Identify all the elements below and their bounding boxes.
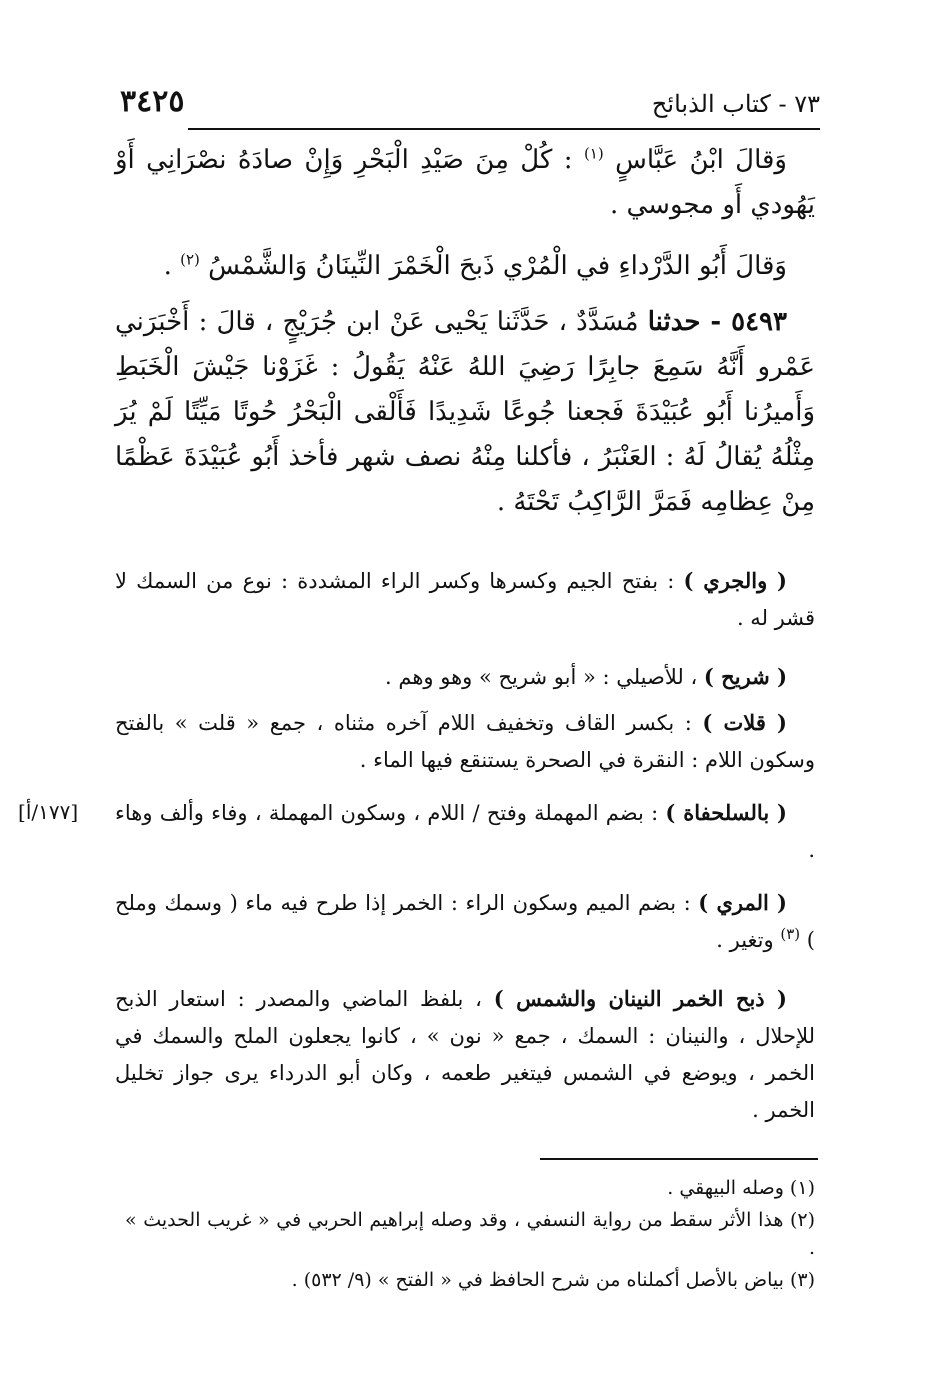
- footnote-1: (١) وصله البيهقي .: [667, 1177, 815, 1199]
- footnote-2: (٢) هذا الأثر سقط من رواية النسفي ، وقد وصله إبراهيم الحربي في « غريب الحديث » .: [125, 1209, 815, 1259]
- paragraph-ibn-abbas: [115, 138, 815, 228]
- note-qilat: [115, 704, 815, 779]
- note-dhabh: [115, 980, 815, 1129]
- note-term: ( المري ): [698, 890, 787, 915]
- note-term: ( قلات ): [702, 710, 787, 735]
- note-aljari: [115, 562, 815, 637]
- paragraph-text: وَقالَ ابْنُ عَبَّاسٍ: [603, 145, 787, 175]
- note-term: ( ذبح الخمر النينان والشمس ): [493, 986, 787, 1011]
- note-sulahfat: [115, 794, 815, 869]
- hadith-text: مُسَدَّدٌ ، حَدَّثَنا يَحْيى عَنْ ابن جُرَيْجٍ ، قالَ : أَخْبَرَني عَمْرو أَنَّهُ سَمِعَ جابِرًا رَضِيَ اللهُ عَنْهُ يَقُولُ : غَزَوْنا جَيْشَ الْخَبَطِ وَأَميرُنا أَبُو عُبَيْدَةَ فَجعنا جُوعًا شَدِيدًا فَأَلْقى الْبَحْرُ حُوتًا مَيِّتًا لَمْ يُرَ مِثْلُهُ يُقالُ لَهُ : العَنْبَرُ ، فأكلنا مِنْهُ نصف شهر فأخذ أَبُو عُبَيْدَةَ عَظْمًا مِنْ عِظامِه فَمَرَّ الرَّاكِبُ تَحْتَهُ .: [115, 307, 815, 517]
- footnote-3: (٣) بياض بالأصل أكملناه من شرح الحافظ في « الفتح » (٩/ ٥٣٢) .: [291, 1269, 815, 1291]
- header-divider: [188, 128, 820, 130]
- note-text: ، للأصيلي : « أبو شريح » وهو وهم .: [385, 665, 704, 689]
- note-almuri: [115, 884, 815, 959]
- note-term: ( بالسلحفاة ): [665, 800, 787, 825]
- note-text: : بضم الميم وسكون الراء : الخمر إذا طرح فيه ماء ( وسمك وملح ): [115, 891, 815, 952]
- note-term: ( والجري ): [683, 568, 787, 593]
- paragraph-text: وَقالَ أَبُو الدَّرْداءِ في الْمُرْي ذَبحَ الْخَمْرَ النِّينَانُ وَالشَّمْسُ: [199, 251, 787, 281]
- note-text: وتغير .: [716, 928, 781, 952]
- margin-reference: [١٧٧/أ]: [18, 800, 79, 824]
- footnote-marker: (٣): [780, 925, 801, 943]
- hadith-number: ٥٤٩٣ - حدثنا: [647, 307, 787, 337]
- hadith-5493: [115, 300, 815, 525]
- paragraph-abu-darda: [115, 244, 815, 289]
- page-number: ٣٤٢٥: [120, 84, 185, 119]
- note-text: ، بلفظ الماضي والمصدر : استعار الذبح للإحلال ، والنينان : السمك ، جمع « نون » ، كانوا يجعلون الملح والسمك في الخمر ، ويوضع في الشمس فيتغير طعمه ، وكان أبو الدرداء يرى جواز تخليل الخمر .: [115, 987, 815, 1122]
- page-header: [120, 84, 820, 128]
- note-text: : بفتح الجيم وكسرها وكسر الراء المشددة : نوع من السمك لا قشر له .: [115, 569, 815, 630]
- paragraph-text: : كُلْ مِنَ صَيْدِ الْبَحْرِ وَإِنْ صادَهُ نصْرَانِي أَوْ يَهُودي أَو مجوسي .: [115, 145, 815, 220]
- chapter-title: ٧٣ - كتاب الذبائح: [651, 90, 820, 118]
- note-text: : بكسر القاف وتخفيف اللام آخره مثناه ، جمع « قلت » بالفتح وسكون اللام : النقرة في الصحرة يستنقع فيها الماء .: [115, 711, 815, 772]
- footnote-divider: [540, 1158, 818, 1160]
- note-shurayh: [115, 658, 815, 696]
- footnote-marker: (١): [583, 144, 604, 163]
- note-text: : بضم المهملة وفتح / اللام ، وسكون المهملة ، وفاء وألف وهاء .: [115, 801, 815, 862]
- note-term: ( شريح ): [703, 664, 787, 689]
- paragraph-text: .: [163, 251, 181, 281]
- footnote-marker: (٢): [180, 250, 200, 269]
